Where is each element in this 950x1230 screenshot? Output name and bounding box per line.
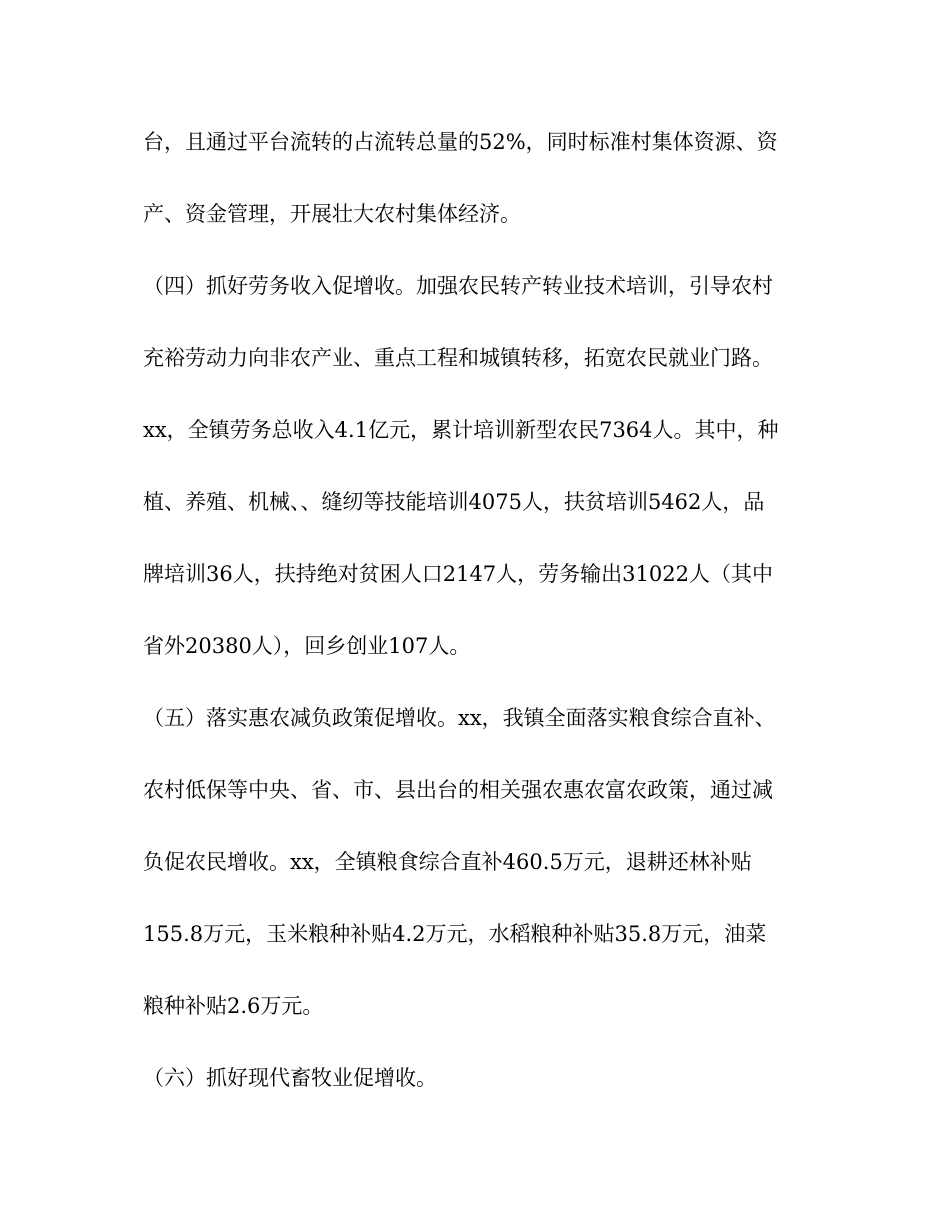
text-line: 负促农民增收。xx，全镇粮食综合直补460.5万元，退耕还林补贴: [143, 850, 752, 874]
text-line: 省外20380人），回乡创业107人。: [143, 634, 471, 658]
section-heading-line: （五）落实惠农减负政策促增收。xx，我镇全面落实粮食综合直补、: [143, 706, 776, 730]
text-line: 155.8万元，玉米粮种补贴4.2万元，水稻粮种补贴35.8万元，油菜: [143, 922, 767, 946]
section-heading-line: （六）抓好现代畜牧业促增收。: [143, 1066, 437, 1090]
text-line: 台，且通过平台流转的占流转总量的52%，同时标准村集体资源、资: [143, 130, 778, 154]
text-line: 产、资金管理，开展壮大农村集体经济。: [143, 202, 521, 226]
text-line: 植、养殖、机械、、缝纫等技能培训4075人，扶贫培训5462人，品: [143, 490, 765, 514]
text-line: 充裕劳动力向非农产业、重点工程和城镇转移，拓宽农民就业门路。: [143, 346, 773, 370]
text-line: 粮种补贴2.6万元。: [143, 994, 324, 1018]
text-line: 农村低保等中央、省、市、县出台的相关强农惠农富农政策，通过减: [143, 778, 773, 802]
section-heading-line: （四）抓好劳务收入促增收。加强农民转产转业技术培训，引导农村: [143, 274, 773, 298]
text-line: 牌培训36人，扶持绝对贫困人口2147人，劳务输出31022人（其中: [143, 562, 773, 586]
text-line: xx，全镇劳务总收入4.1亿元，累计培训新型农民7364人。其中，种: [143, 418, 779, 442]
